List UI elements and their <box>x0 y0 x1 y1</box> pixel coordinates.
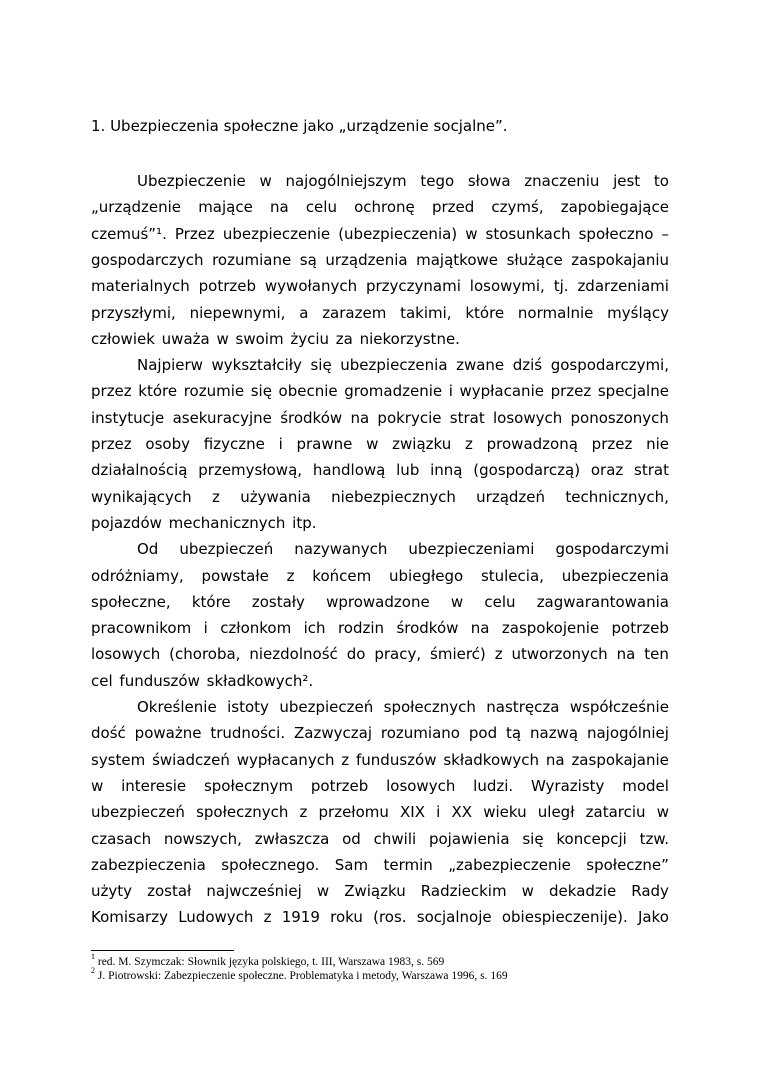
text-line: przyszłymi, niepewnymi, a zarazem takimi, które normalnie myślący <box>91 303 669 322</box>
text-line: Określenie istoty ubezpieczeń społecznych nastręcza współcześnie <box>137 698 669 716</box>
section-heading: 1. Ubezpieczenia społeczne jako „urządzenie socjalne”. <box>91 117 508 135</box>
text-line: pojazdów mechanicznych itp. <box>91 513 317 532</box>
text-line: w interesie społecznym potrzeb losowych ludzi. Wyrazisty model <box>91 776 669 795</box>
text-line: cel funduszów składkowych². <box>91 671 314 690</box>
footnote-1 <box>91 952 445 969</box>
text-line: Komisarzy Ludowych z 1919 roku (ros. socjalnoje obiespieczenije). Jako <box>91 908 669 927</box>
text-line: przez które rozumie się obecnie gromadzenie i wypłacanie przez specjalne <box>91 382 669 401</box>
text-line: przez osoby fizyczne i prawne w związku z prowadzoną przez nie <box>91 435 669 453</box>
text-line: materialnych potrzeb wywołanych przyczynami losowymi, tj. zdarzeniami <box>91 277 669 296</box>
text-line: czasach nowszych, zwłaszcza od chwili pojawienia się koncepcji tzw. <box>91 829 669 848</box>
text-line: Ubezpieczenie w najogólniejszym tego słowa znaczeniu jest to <box>137 172 669 190</box>
text-line: wynikających z używania niebezpiecznych urządzeń technicznych, <box>91 487 669 506</box>
text-line: dość poważne trudności. Zazwyczaj rozumiano pod tą nazwą najogólniej <box>91 724 669 743</box>
footnote-text: J. Piotrowski: Zabezpieczenie społeczne. Problematyka i metody, Warszawa 1996, s. 169 <box>95 970 508 982</box>
text-line: instytucje asekuracyjne środków na pokrycie strat losowych ponoszonych <box>91 408 669 427</box>
footnote-marker: 2 <box>91 966 95 975</box>
text-line: działalnością przemysłową, handlową lub inną (gospodarczą) oraz strat <box>91 461 669 480</box>
text-line: ubezpieczeń społecznych z przełomu XIX i XX wieku uległ zatarciu w <box>91 803 669 822</box>
footnote-text: red. M. Szymczak: Słownik języka polskiego, t. III, Warszawa 1983, s. 569 <box>95 956 445 968</box>
text-line: gospodarczych rozumiane są urządzenia majątkowe służące zaspokajaniu <box>91 250 669 269</box>
text-line: człowiek uważa w swoim życiu za niekorzystne. <box>91 329 460 348</box>
text-line: czemuś”¹. Przez ubezpieczenie (ubezpieczenia) w stosunkach społeczno – <box>91 224 669 243</box>
text-line: pracownikom i członkom ich rodzin środków na zaspokojenie potrzeb <box>91 619 669 638</box>
text-line: społeczne, które zostały wprowadzone w celu zagwarantowania <box>91 592 669 611</box>
text-line: Najpierw wykształciły się ubezpieczenia zwane dziś gospodarczymi, <box>137 356 669 375</box>
text-line: system świadczeń wypłacanych z funduszów składkowych na zaspokajanie <box>91 750 669 769</box>
text-line: użyty został najwcześniej w Związku Radzieckim w dekadzie Rady <box>91 882 669 901</box>
text-line: losowych (choroba, niezdolność do pracy, śmierć) z utworzonych na ten <box>91 645 669 664</box>
text-line: zabezpieczenia społecznego. Sam termin „zabezpieczenie społeczne” <box>91 855 669 874</box>
text-line: „urządzenie mające na celu ochronę przed czymś, zapobiegające <box>91 198 669 217</box>
footnote-separator <box>91 950 234 951</box>
footnote-marker: 1 <box>91 952 95 961</box>
footnote-2 <box>91 966 508 983</box>
text-line: Od ubezpieczeń nazywanych ubezpieczeniami gospodarczymi <box>137 540 669 559</box>
text-line: odróżniamy, powstałe z końcem ubiegłego stulecia, ubezpieczenia <box>91 566 669 585</box>
